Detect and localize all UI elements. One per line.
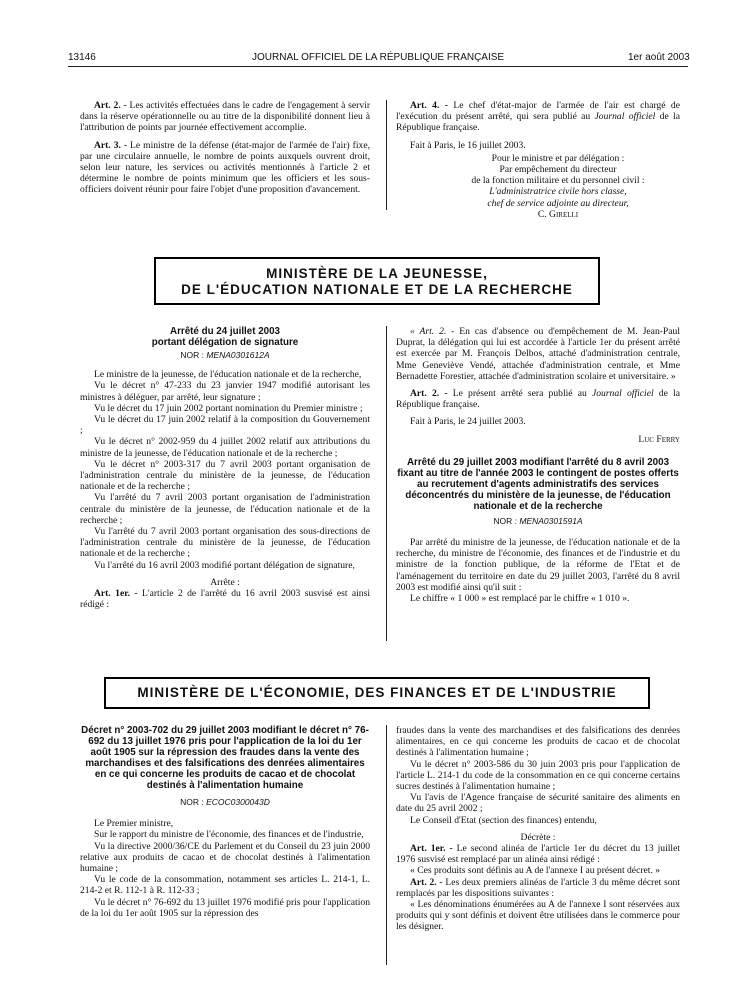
- fait-a-paris: Fait à Paris, le 16 juillet 2003.: [410, 139, 526, 151]
- signature-block: Pour le ministre et par délégation : Par empêchement du directeur de la fonction militaire et du personnel civil : L'administratrice civile hors classe, chef de service adjointe au directeur, C. Girelli: [471, 152, 645, 220]
- article-2-publication: Art. 2. - Le présent arrêté sera publié au Journal officiel de la République française.: [396, 388, 680, 411]
- visa-paragraph: Vu le décret n° 2003-317 du 7 avril 2003 portant organisation de l'administration centrale du ministère de la jeunesse, de l'éducation nationale et de la recherche ;: [80, 458, 370, 493]
- column-divider-top: [386, 100, 387, 210]
- column-divider-bottom: [386, 725, 387, 965]
- article-2-quote: « Les dénominations énumérées au A de l'annexe I sont réservées aux produits qui y sont définis et doivent être utilisées dans le commerce pour les désigner.: [396, 899, 680, 933]
- visa-paragraph: Vu le décret du 17 juin 2002 relatif à la composition du Gouvernement ;: [80, 414, 370, 437]
- quoted-article-2: « Art. 2. - En cas d'absence ou d'empêchement de M. Jean-Paul Duprat, la délégation qui lui est accordée à l'article 1er du présent arrêté est exercée par M. François Delbos, attaché d'administration centrale, Mme Geneviève Vendé, attachée d'administration centrale, et Mme Bernadette Forestier, attachée d'administration scolaire et universitaire. »: [396, 326, 680, 382]
- ministry-heading-economy: MINISTÈRE DE L'ÉCONOMIE, DES FINANCES ET DE L'INDUSTRIE: [104, 677, 650, 709]
- section2-left-column: [80, 725, 370, 919]
- visa-paragraph: Vu l'avis de l'Agence française de sécurité sanitaire des aliments en date du 25 avril 2002 ;: [396, 792, 680, 815]
- article-2: Art. 2. - Les activités effectuées dans le cadre de l'engagement à servir dans la réserve opérationnelle ou au titre de la disponibilité donnent lieu à l'attribution de points par journée effectivement accomplie.: [80, 100, 371, 134]
- visa-paragraph: Le Conseil d'Etat (section des finances) entendu,: [410, 814, 597, 826]
- visa-paragraph: Vu le décret n° 47-233 du 23 janvier 1947 modifié autorisant les ministres à déléguer, par arrêté, leur signature ;: [80, 380, 370, 403]
- nor-reference: NOR : MENA0301612A: [180, 350, 270, 360]
- page-number: 13146: [68, 52, 96, 63]
- article-1-quote: « Ces produits sont définis au A de l'annexe I au présent décret. »: [410, 865, 661, 877]
- visa-paragraph: Vu le décret n° 76-692 du 13 juillet 1976 modifié pris pour l'application de la loi du 1er août 1905 sur la répression des: [80, 896, 370, 919]
- article-1: Art. 1er. - Le second alinéa de l'article 1er du décret du 13 juillet 1976 susvisé est remplacé par un alinéa ainsi rédigé :: [396, 843, 681, 866]
- visa-paragraph: Vu la directive 2000/36/CE du Parlement et du Conseil du 23 juin 2000 relative aux produits de cacao et de chocolat destinés à l'alimentation humaine ;: [80, 840, 370, 875]
- visa-paragraph: Vu le décret du 17 juin 2002 portant nomination du Premier ministre ;: [94, 402, 363, 414]
- ministry-heading-education: MINISTÈRE DE LA JEUNESSE, DE L'ÉDUCATION NATIONALE ET DE LA RECHERCHE: [154, 257, 600, 305]
- article-1: Art. 1er. - L'article 2 de l'arrêté du 16 avril 2003 susvisé est ainsi rédigé :: [80, 588, 370, 611]
- nor-reference: NOR : MENA0301591A: [493, 515, 583, 526]
- section1-left-column: [80, 326, 370, 610]
- issue-date: 1er août 2003: [628, 52, 690, 63]
- visa-paragraph: Vu le décret n° 2003-586 du 30 juin 2003 pris pour l'application de l'article L. 214-1 du code de la consommation en ce qui concerne certains sucres destinés à l'alimentation humaine ;: [396, 758, 680, 793]
- section2-right-column: [396, 725, 680, 933]
- arrete-body: Par arrêté du ministre de la jeunesse, de l'éducation nationale et de la recherche, du ministre de l'économie, des finances et de l'industrie et du ministre de la fonction publique, de la réforme de l'Etat et de l'aménagement du territoire en date du 29 juillet 2003, l'arrêté du 8 avril 2003 est modifié ainsi qu'il suit :: [396, 537, 680, 593]
- top-left-column: [80, 100, 370, 196]
- chiffre-replacement: Le chiffre « 1 000 » est remplacé par le chiffre « 1 010 ».: [410, 593, 630, 605]
- arrete-29-juillet-title: Arrêté du 29 juillet 2003 modifiant l'arrêté du 8 avril 2003 fixant au titre de l'année 2003 le contingent de postes offerts au recrutement d'agents administratifs des services déconcentrés du ministère de la jeunesse, de l'éducation nationale et de la recherche: [397, 456, 679, 512]
- fait-a-paris: Fait à Paris, le 24 juillet 2003.: [410, 416, 526, 428]
- top-right-column: [396, 100, 680, 220]
- visa-paragraph: Vu le code de la consommation, notamment ses articles L. 214-1, L. 214-2 et R. 112-1 à R. 112-33 ;: [80, 874, 370, 897]
- visa-paragraph: Vu l'arrêté du 7 avril 2003 portant organisation de l'administration centrale du ministère de la jeunesse, de l'éducation nationale et de la recherche ;: [80, 492, 370, 526]
- visa-paragraph: Le Premier ministre,: [94, 818, 174, 830]
- arrete-label: Arrête :: [210, 576, 240, 588]
- visa-paragraph: Le ministre de la jeunesse, de l'éducation nationale et de la recherche,: [94, 369, 362, 381]
- visa-paragraph: Vu le décret n° 2002-959 du 4 juillet 2002 relatif aux attributions du ministre de la jeunesse, de l'éducation nationale et de la recherche ;: [80, 436, 370, 459]
- nor-reference: NOR : ECOC0300043D: [180, 797, 270, 807]
- journal-title: JOURNAL OFFICIEL DE LA RÉPUBLIQUE FRANÇAISE: [252, 52, 505, 63]
- visa-paragraph: Sur le rapport du ministre de l'économie, des finances et de l'industrie,: [94, 829, 364, 841]
- column-divider-middle: [386, 326, 387, 641]
- signature-name: Luc Ferry: [638, 433, 680, 445]
- section1-right-column: [396, 326, 680, 604]
- visa-paragraph: Vu l'arrêté du 16 avril 2003 modifié portant délégation de signature,: [94, 559, 355, 571]
- visa-paragraph: Vu l'arrêté du 7 avril 2003 portant organisation des sous-directions de l'administration centrale du ministère de la jeunesse, de l'éducation nationale et de la recherche ;: [80, 526, 370, 560]
- article-4: Art. 4. - Le chef d'état-major de l'armée de l'air est chargé de l'exécution du présent arrêté, qui sera publié au Journal officiel de la République française.: [396, 100, 680, 134]
- header-rule: [68, 66, 688, 67]
- article-3: Art. 3. - Le ministre de la défense (état-major de l'armée de l'air) fixe, par une circulaire annuelle, le nombre de points auxquels ouvrent droit, selon leur nature, les services ou activités mentionnés à l'article 2 et détermine le nombre de points minimum que les officiers et les sous-officiers doivent réunir pour faire l'objet d'une proposition d'avancement.: [80, 139, 370, 196]
- article-2: Art. 2. - Les deux premiers alinéas de l'article 3 du même décret sont remplacés par les dispositions suivantes :: [396, 876, 680, 899]
- decrete-label: Décrète :: [520, 831, 556, 843]
- arrete-title: Arrêté du 24 juillet 2003 portant délégation de signature: [151, 326, 299, 348]
- decret-title: Décret n° 2003-702 du 29 juillet 2003 modifiant le décret n° 76-692 du 13 juillet 1976 pris pour l'application de la loi du 1er août 1905 sur la répression des fraudes dans la vente des marchandises et des falsifications des denrées alimentaires en ce qui concerne les produits de cacao et de chocolat destinés à l'alimentation humaine: [81, 725, 369, 791]
- continued-paragraph: fraudes dans la vente des marchandises et des falsifications des denrées alimentaires, en ce qui concerne les produits de cacao et de chocolat destinés à l'alimentation humaine ;: [396, 725, 680, 759]
